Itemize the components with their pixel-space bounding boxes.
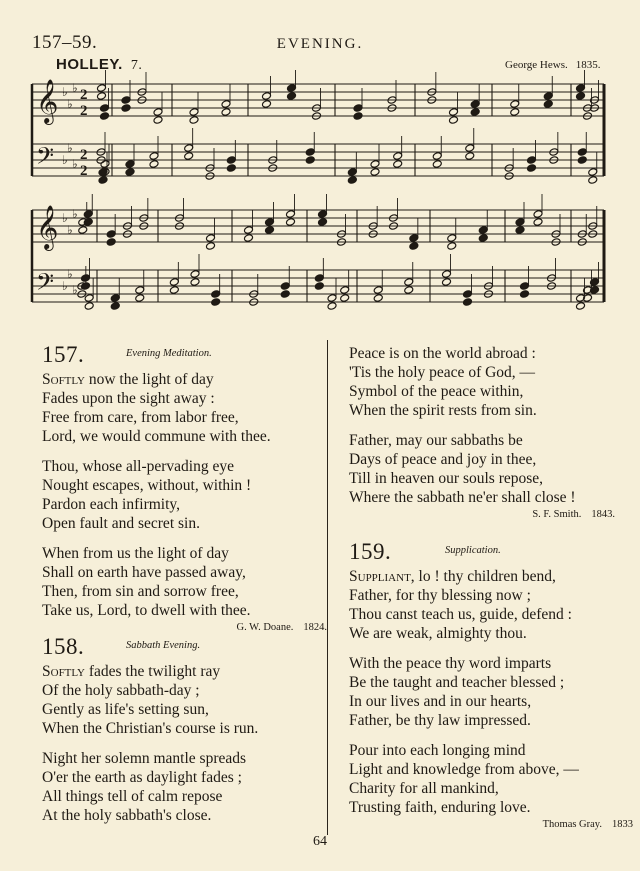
note-head xyxy=(83,210,93,219)
note-head xyxy=(520,282,530,291)
note-head xyxy=(520,290,530,299)
note-head xyxy=(206,242,216,251)
note-head xyxy=(463,290,473,299)
verse-line: Softly fades the twilight ray xyxy=(42,663,221,680)
note-head xyxy=(244,226,254,235)
hymn-title: Sabbath Evening. xyxy=(126,640,201,651)
hymn-range: 157–59. xyxy=(32,32,98,53)
note-head xyxy=(221,108,231,117)
verse-line: Symbol of the peace within, xyxy=(349,383,524,400)
verse-line: Trusting faith, enduring love. xyxy=(349,799,531,816)
treble-clef-icon: 𝄞 xyxy=(36,205,59,249)
note-head xyxy=(347,168,357,177)
hymn-157-heading xyxy=(42,344,327,370)
composer-year: 1835. xyxy=(575,59,601,71)
note-head xyxy=(543,92,553,101)
treble-clef-icon: 𝄞 xyxy=(36,79,59,123)
verse-line: Charity for all mankind, xyxy=(349,780,499,797)
note-head xyxy=(576,92,586,101)
note-head xyxy=(515,218,525,227)
note-head xyxy=(153,116,163,125)
stanza xyxy=(42,544,327,620)
note-head xyxy=(577,148,587,157)
note-head xyxy=(318,210,328,219)
note-head xyxy=(184,152,194,161)
note-head xyxy=(370,160,380,169)
note-head xyxy=(442,278,452,287)
hymn-number: 157. xyxy=(42,342,85,367)
hymn-author: Thomas Gray. 1833 xyxy=(542,819,633,830)
note-head xyxy=(318,218,328,227)
verse-line: Then, from sin and sorrow free, xyxy=(42,583,239,600)
note-head xyxy=(404,286,414,295)
note-head xyxy=(169,286,179,295)
note-head xyxy=(78,226,88,235)
note-head xyxy=(327,302,337,311)
note-head xyxy=(221,100,231,109)
stanza xyxy=(42,749,327,825)
hymn-158-heading xyxy=(42,636,327,662)
hymn-title: Evening Meditation. xyxy=(126,348,212,359)
verse-line: Father, be thy law impressed. xyxy=(349,712,531,729)
right-column xyxy=(349,344,639,831)
note-head xyxy=(262,100,272,109)
note-head xyxy=(149,152,159,161)
bass-clef-icon: 𝄢 xyxy=(36,268,55,301)
note-head xyxy=(106,238,116,247)
note-head xyxy=(100,160,110,169)
note-head xyxy=(189,108,199,117)
note-head xyxy=(470,108,480,117)
time-signature: 2 xyxy=(80,103,88,119)
hymn-number: 159. xyxy=(349,539,392,564)
composer-name: George Hews. xyxy=(505,59,568,71)
hymn-title: Supplication. xyxy=(445,545,501,556)
verse-line: Free from care, from labor free, xyxy=(42,409,239,426)
hymn-author: G. W. Doane. 1824. xyxy=(236,622,327,633)
note-head xyxy=(465,144,475,153)
note-head xyxy=(305,156,315,165)
flat-icon: ♭ xyxy=(62,85,68,99)
note-head xyxy=(576,302,586,311)
note-head xyxy=(169,278,179,287)
hymn-159-heading xyxy=(349,541,639,567)
note-head xyxy=(190,278,200,287)
flat-icon: ♭ xyxy=(62,211,68,225)
note-head xyxy=(226,156,236,165)
note-head xyxy=(226,164,236,173)
verse-line: Of the holy sabbath-day ; xyxy=(42,682,200,699)
note-head xyxy=(244,234,254,243)
note-head xyxy=(106,230,116,239)
note-head xyxy=(393,160,403,169)
note-head xyxy=(287,84,297,93)
time-signature: 2 xyxy=(80,147,88,163)
note-head xyxy=(404,278,414,287)
verse-line: Days of peace and joy in thee, xyxy=(349,451,537,468)
tune-name: HOLLEY. xyxy=(56,56,123,73)
note-head xyxy=(373,294,383,303)
verse-line: Till in heaven our souls repose, xyxy=(349,470,544,487)
verse-line: 'Tis the holy peace of God, — xyxy=(349,364,536,381)
flat-icon: ♭ xyxy=(62,153,68,167)
note-head xyxy=(135,286,145,295)
flat-icon: ♭ xyxy=(67,267,73,281)
note-head xyxy=(280,282,290,291)
note-head xyxy=(393,152,403,161)
note-head xyxy=(588,168,598,177)
stanza xyxy=(349,431,639,507)
note-head xyxy=(510,108,520,117)
verse-line: Pardon each infirmity, xyxy=(42,496,181,513)
note-head xyxy=(287,92,297,101)
note-head xyxy=(189,116,199,125)
note-head xyxy=(100,112,110,121)
note-head xyxy=(211,290,221,299)
verse-line: Thou, whose all-pervading eye xyxy=(42,458,234,475)
flat-icon: ♭ xyxy=(72,157,78,171)
score-systems xyxy=(32,70,604,310)
bass-clef-icon: 𝄢 xyxy=(36,142,55,175)
verse-line: Gently as life's setting sun, xyxy=(42,701,209,718)
verse-line: Fades upon the sight away : xyxy=(42,390,215,407)
verse-line: O'er the earth as daylight fades ; xyxy=(42,769,242,786)
note-head xyxy=(153,108,163,117)
flat-icon: ♭ xyxy=(72,81,78,95)
tune-meter: 7. xyxy=(130,58,143,73)
note-head xyxy=(97,92,107,101)
stanza xyxy=(42,662,327,738)
note-head xyxy=(314,274,324,283)
verse-line: We are weak, almighty thou. xyxy=(349,625,527,642)
note-head xyxy=(409,242,419,251)
note-head xyxy=(470,100,480,109)
section-title: EVENING. xyxy=(276,36,364,52)
note-head xyxy=(190,270,200,279)
time-signature: 2 xyxy=(80,163,88,179)
stanza xyxy=(42,370,327,446)
note-head xyxy=(327,294,337,303)
note-head xyxy=(149,160,159,169)
flat-icon: ♭ xyxy=(67,223,73,237)
verse-line: Lord, we would commune with thee. xyxy=(42,428,271,445)
note-head xyxy=(432,160,442,169)
stanza xyxy=(349,741,639,817)
verse-line: Father, for thy blessing now ; xyxy=(349,587,531,604)
note-head xyxy=(510,100,520,109)
flat-icon: ♭ xyxy=(62,279,68,293)
note-head xyxy=(347,176,357,185)
note-head xyxy=(121,104,131,113)
hymn-number: 158. xyxy=(42,634,85,659)
note-head xyxy=(373,286,383,295)
note-head xyxy=(449,108,459,117)
verse-line: Take us, Lord, to dwell with thee. xyxy=(42,602,251,619)
verse-line: All things tell of calm repose xyxy=(42,788,223,805)
note-head xyxy=(262,92,272,101)
verse-line: In our lives and in our hearts, xyxy=(349,693,532,710)
verse-line: At the holy sabbath's close. xyxy=(42,807,212,824)
verse-line: Shall on earth have passed away, xyxy=(42,564,246,581)
note-head xyxy=(543,100,553,109)
note-head xyxy=(449,116,459,125)
note-head xyxy=(340,286,350,295)
verse-line: Suppliant, lo ! thy children bend, xyxy=(349,568,556,585)
stanza xyxy=(42,457,327,533)
music-score xyxy=(0,70,640,340)
note-head xyxy=(370,168,380,177)
note-head xyxy=(527,156,537,165)
note-head xyxy=(206,234,216,243)
flat-icon: ♭ xyxy=(72,283,78,297)
note-head xyxy=(286,210,296,219)
note-head xyxy=(97,84,107,93)
note-head xyxy=(463,298,473,307)
note-head xyxy=(353,112,363,121)
verse-line: Peace is on the world abroad : xyxy=(349,345,536,362)
note-head xyxy=(100,104,110,113)
verse-line: When from us the light of day xyxy=(42,545,229,562)
verse-line: Pour into each longing mind xyxy=(349,742,526,759)
note-head xyxy=(576,84,586,93)
note-head xyxy=(527,164,537,173)
note-head xyxy=(265,218,275,227)
verse-line: Thou canst teach us, guide, defend : xyxy=(349,606,572,623)
note-head xyxy=(590,278,600,287)
note-head xyxy=(465,152,475,161)
verse-line: Where the sabbath ne'er shall close ! xyxy=(349,489,576,506)
note-head xyxy=(515,226,525,235)
note-head xyxy=(286,218,296,227)
note-head xyxy=(533,218,543,227)
verse-line: When the spirit rests from sin. xyxy=(349,402,537,419)
verse-line: With the peace thy word imparts xyxy=(349,655,552,672)
stanza xyxy=(349,654,639,730)
note-head xyxy=(125,168,135,177)
note-head xyxy=(135,294,145,303)
note-head xyxy=(432,152,442,161)
note-head xyxy=(98,176,108,185)
note-head xyxy=(533,210,543,219)
note-head xyxy=(340,294,350,303)
note-head xyxy=(121,96,131,105)
note-head xyxy=(442,270,452,279)
note-head xyxy=(447,242,457,251)
note-head xyxy=(314,282,324,291)
hymn-author: S. F. Smith. 1843. xyxy=(532,509,615,520)
stanza xyxy=(349,567,639,643)
note-head xyxy=(265,226,275,235)
note-head xyxy=(110,294,120,303)
note-head xyxy=(353,104,363,113)
verse-line: Open fault and secret sin. xyxy=(42,515,200,532)
verse-line: Light and knowledge from above, — xyxy=(349,761,579,778)
flat-icon: ♭ xyxy=(67,141,73,155)
note-head xyxy=(110,302,120,311)
verse-line: Softly now the light of day xyxy=(42,371,214,388)
stanza xyxy=(349,344,639,420)
note-head xyxy=(478,226,488,235)
column-divider xyxy=(327,340,328,835)
note-head xyxy=(409,234,419,243)
left-column xyxy=(42,344,327,825)
flat-icon: ♭ xyxy=(72,207,78,221)
time-signature: 2 xyxy=(80,87,88,103)
note-head xyxy=(447,234,457,243)
note-head xyxy=(211,298,221,307)
note-head xyxy=(81,274,91,283)
note-head xyxy=(84,302,94,311)
note-head xyxy=(588,176,598,185)
note-head xyxy=(125,160,135,169)
note-head xyxy=(305,148,315,157)
verse-line: Father, may our sabbaths be xyxy=(349,432,523,449)
verse-line: Be the taught and teacher blessed ; xyxy=(349,674,565,691)
verse-line: When the Christian's course is run. xyxy=(42,720,259,737)
note-head xyxy=(184,144,194,153)
page-number: 64 xyxy=(313,834,327,849)
note-head xyxy=(577,156,587,165)
flat-icon: ♭ xyxy=(67,97,73,111)
verse-line: Nought escapes, without, within ! xyxy=(42,477,252,494)
note-head xyxy=(280,290,290,299)
note-head xyxy=(478,234,488,243)
verse-line: Night her solemn mantle spreads xyxy=(42,750,247,767)
